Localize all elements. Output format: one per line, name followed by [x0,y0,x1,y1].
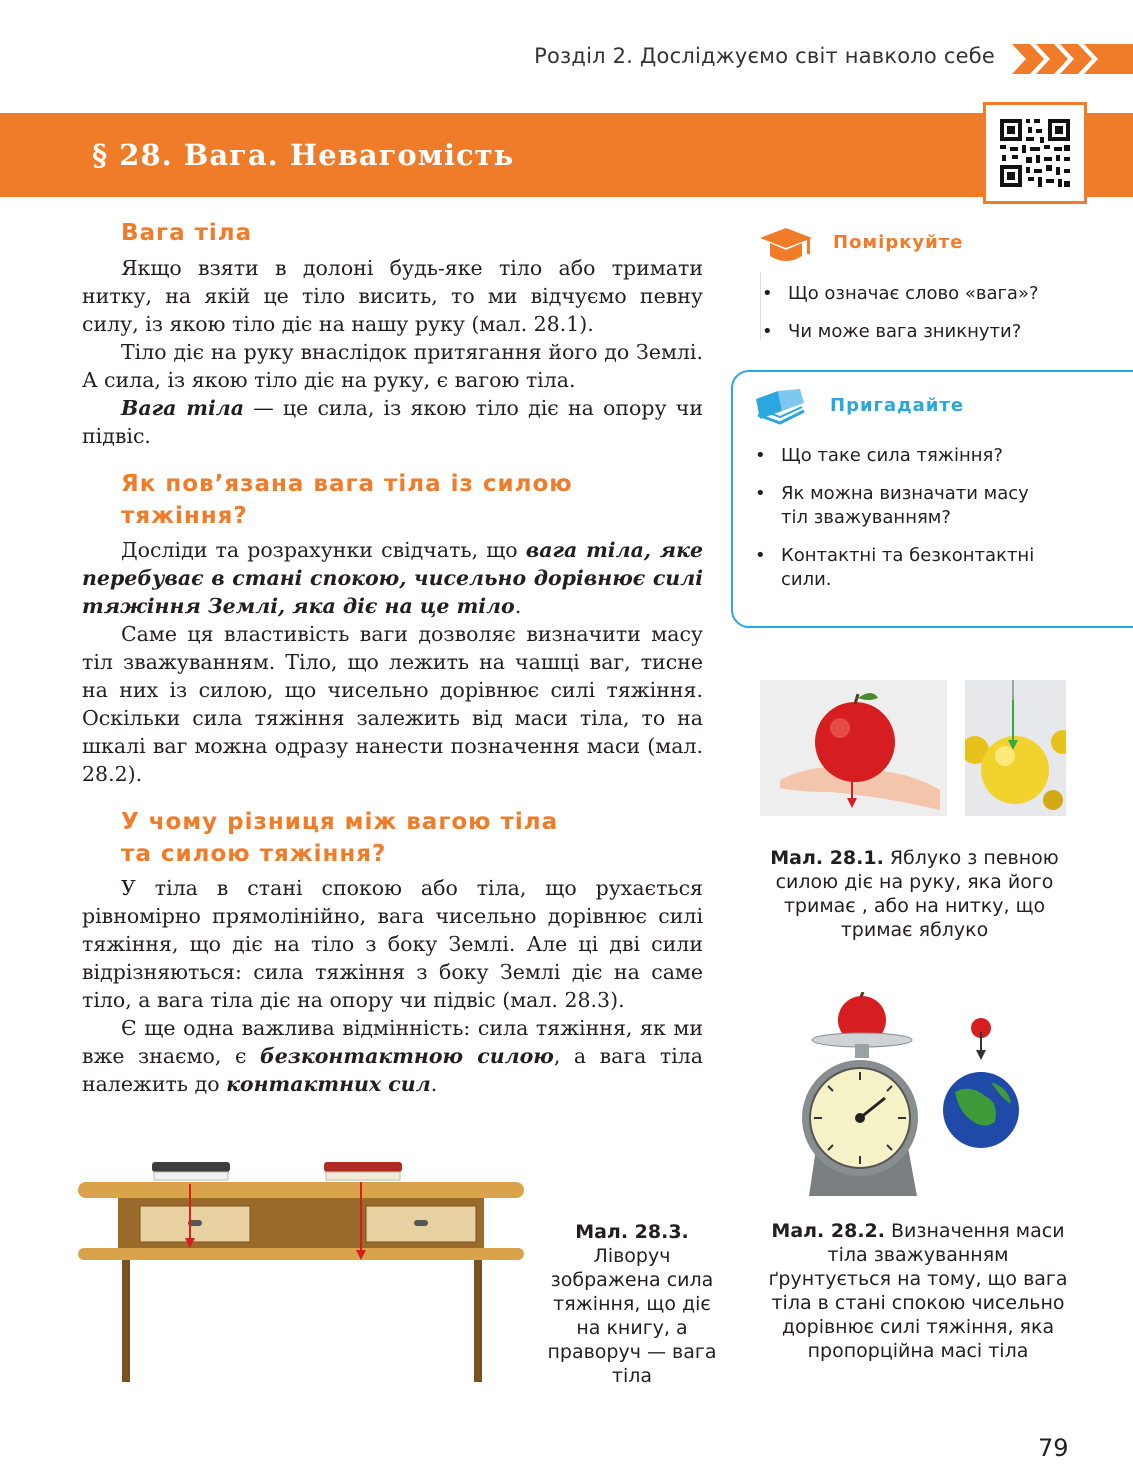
list-item: • Контактні та безконтактні сили. [753,544,1051,592]
qr-code[interactable] [983,102,1087,204]
think-title: Поміркуйте [833,232,964,253]
section-heading-weight: Вага тіла [121,220,253,246]
figure-28-2-caption [768,1219,1068,1363]
caption-text: Ліворуч зображена сила тяжіння, що діє на книгу, а праворуч — вага тіла [547,1245,717,1387]
figure-label: Мал. 28.1. [770,847,884,869]
paragraph: Якщо взяти в долоні будь-яке тіло або тримати нитку, на якій це тіло висить, то ми відчуємо певну силу, із якою тіло діє на нашу руку (мал. 28.1). [82,256,703,336]
open-book-icon [752,385,808,425]
list-item: • Чи може вага зникнути? [760,320,1080,344]
chevron-arrows-icon [1012,44,1133,74]
emphasis-text: безконтактною силою [259,1044,554,1068]
heading-line: Як пов’язана вага тіла із силою [121,471,573,497]
recall-list [753,444,1083,592]
paragraph: Саме ця властивість ваги дозволяє визначити масу тіл зважуванням. Тіло, що лежить на чашці ваг, тисне на них із силою, що чисельно дорівнює силі тяжіння. Оскільки сила тяжіння залежить від маси тіла, то на шкалі ваг можна одразу нанести позначення маси (мал. 28.2). [82,622,703,786]
paragraph: Тіло діє на руку внаслідок притягання його до Землі. А сила, із якою тіло діє на руку, є вагою тіла. [82,340,703,392]
emphasis-text: вага тіла, яке перебуває в стані спокою, чисельно дорівнює силі тяжіння Землі, яка діє на це тіло [82,538,703,618]
caption-text: Визначення маси тіла зважуванням ґрунтується на тому, що вага тіла в стані спокою чисельно дорівнює силі тяжіння, яка пропорційна масі тіла [768,1220,1068,1362]
figure-28-3-caption [542,1220,722,1388]
list-item: • Що означає слово «вага»? [760,282,1080,306]
section-heading-relation [121,468,573,532]
figure-label: Мал. 28.2. [771,1220,885,1242]
caption-text: Яблуко з певною силою діє на руку, яка його тримає , або на нитку, що тримає яблуко [775,847,1059,941]
paragraph [82,394,703,450]
term-weight: Вага тіла [121,396,245,420]
text-run: , а вага тіла належить до [82,1044,704,1096]
text-run: . [514,594,522,618]
paragraph [82,536,703,620]
paragraph: У тіла в стані спокою або тіла, що рухається рівномірно прямолінійно, вага чисельно дорівнює силі тяжіння, що діє на тіло з боку Землі. Але ці дві сили відрізняються: сила тяжіння з боку Землі діє на саме тіло, а вага тіла діє на опору чи підвіс (мал. 28.3). [82,876,703,1012]
text-run: . [430,1072,438,1096]
text-run: Є ще одна важлива відмінність: сила тяжіння, як ми вже знаємо, є [82,1016,703,1068]
think-list [760,282,1080,344]
section-relation-body [82,536,703,788]
qr-code-icon [986,105,1084,201]
heading-line: У чому різниця між вагою тіла [121,809,559,835]
emphasis-text: контактних сил [226,1072,431,1096]
paragraph [82,1014,703,1098]
text-run: Досліди та розрахунки свідчать, що [121,538,526,562]
section-weight-body [82,254,703,450]
heading-line: та силою тяжіння? [121,841,387,867]
heading-line: тяжіння? [121,503,248,529]
list-item: • Що таке сила тяжіння? [753,444,1083,468]
desk-with-books-image [78,1156,526,1384]
apple-on-thread-image [965,680,1066,816]
definition-text: — це сила, із якою тіло діє на опору чи підвіс. [82,396,703,448]
section-heading-difference [121,806,558,870]
running-head: Розділ 2. Досліджуємо світ навколо себе [534,44,995,68]
page-number: 79 [1038,1434,1069,1462]
scale-and-earth-image [795,992,1035,1198]
page-title: § 28. Вага. Невагомість [92,138,515,172]
figure-28-1-caption [752,846,1077,942]
list-item: • Як можна визначати масу тіл зважуванням? [753,482,1051,530]
apple-in-hand-image [760,680,947,816]
section-difference-body [82,874,703,1098]
figure-label: Мал. 28.3. [575,1221,689,1243]
recall-title: Пригадайте [830,395,965,416]
graduation-cap-icon [758,226,814,266]
